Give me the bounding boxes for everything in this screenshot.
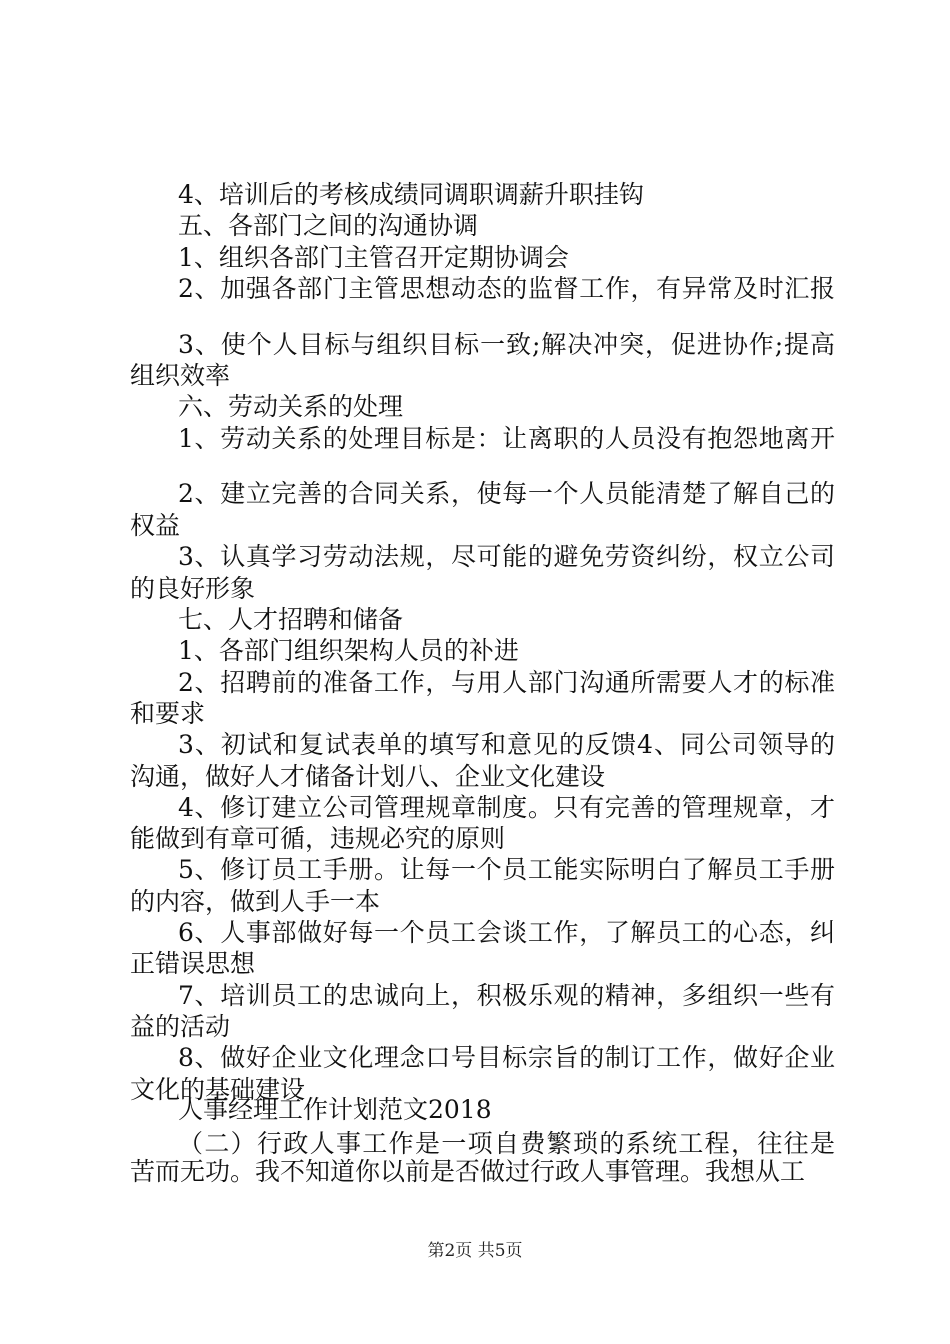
text-line: 1、劳动关系的处理目标是：让离职的人员没有抱怨地离开 — [178, 423, 835, 453]
text-line: 苦而无功。我不知道你以前是否做过行政人事管理。我想从工 — [130, 1157, 806, 1186]
section-heading: 七、人才招聘和储备 — [178, 605, 404, 634]
text-line: 2、招聘前的准备工作，与用人部门沟通所需要人才的标准 — [178, 667, 835, 697]
text-line: 4、修订建立公司管理规章制度。只有完善的管理规章，才 — [178, 792, 835, 822]
text-line: 3、使个人目标与组织目标一致;解决冲突，促进协作;提高 — [178, 329, 835, 359]
text-line: 5、修订员工手册。让每一个员工能实际明白了解员工手册 — [178, 855, 835, 885]
text-line: 沟通，做好人才储备计划八、企业文化建设 — [130, 761, 606, 791]
text-line: 3、认真学习劳动法规，尽可能的避免劳资纠纷，权立公司 — [178, 542, 835, 572]
text-line: 4、培训后的考核成绩同调职调薪升职挂钩 — [178, 179, 644, 209]
page-footer: 第2页 共5页 — [427, 1241, 523, 1261]
text-line: 3、初试和复试表单的填写和意见的反馈4、同公司领导的 — [178, 730, 835, 760]
text-line: 8、做好企业文化理念口号目标宗旨的制订工作，做好企业 — [178, 1043, 835, 1073]
text-line: 和要求 — [130, 698, 206, 728]
section-heading: 五、各部门之间的沟通协调 — [178, 211, 479, 241]
text-line: 的内容，做到人手一本 — [130, 886, 381, 916]
section-heading: 六、劳动关系的处理 — [178, 392, 404, 422]
text-line: 1、各部门组织架构人员的补进 — [178, 636, 519, 666]
text-line: 组织效率 — [130, 360, 231, 390]
text-line: 文化的基础建设 — [130, 1074, 306, 1104]
text-line: 益的活动 — [130, 1011, 231, 1041]
section-title: 人事经理工作计划范文2018 — [178, 1095, 492, 1124]
text-line: 2、建立完善的合同关系，使每一个人员能清楚了解自己的 — [178, 479, 835, 509]
text-line: 正错误思想 — [130, 949, 256, 979]
text-line: 能做到有章可循，违规必究的原则 — [130, 824, 506, 854]
text-line: 1、组织各部门主管召开定期协调会 — [178, 242, 569, 272]
text-line: 2、加强各部门主管思想动态的监督工作，有异常及时汇报 — [178, 274, 835, 303]
text-line: 权益 — [130, 510, 181, 540]
text-line: 的良好形象 — [130, 573, 256, 603]
text-line: 7、培训员工的忠诚向上，积极乐观的精神，多组织一些有 — [178, 980, 835, 1010]
text-line: 6、人事部做好每一个员工会谈工作，了解员工的心态，纠 — [178, 918, 835, 947]
text-line: （二）行政人事工作是一项自费繁琐的系统工程，往往是 — [178, 1129, 835, 1158]
